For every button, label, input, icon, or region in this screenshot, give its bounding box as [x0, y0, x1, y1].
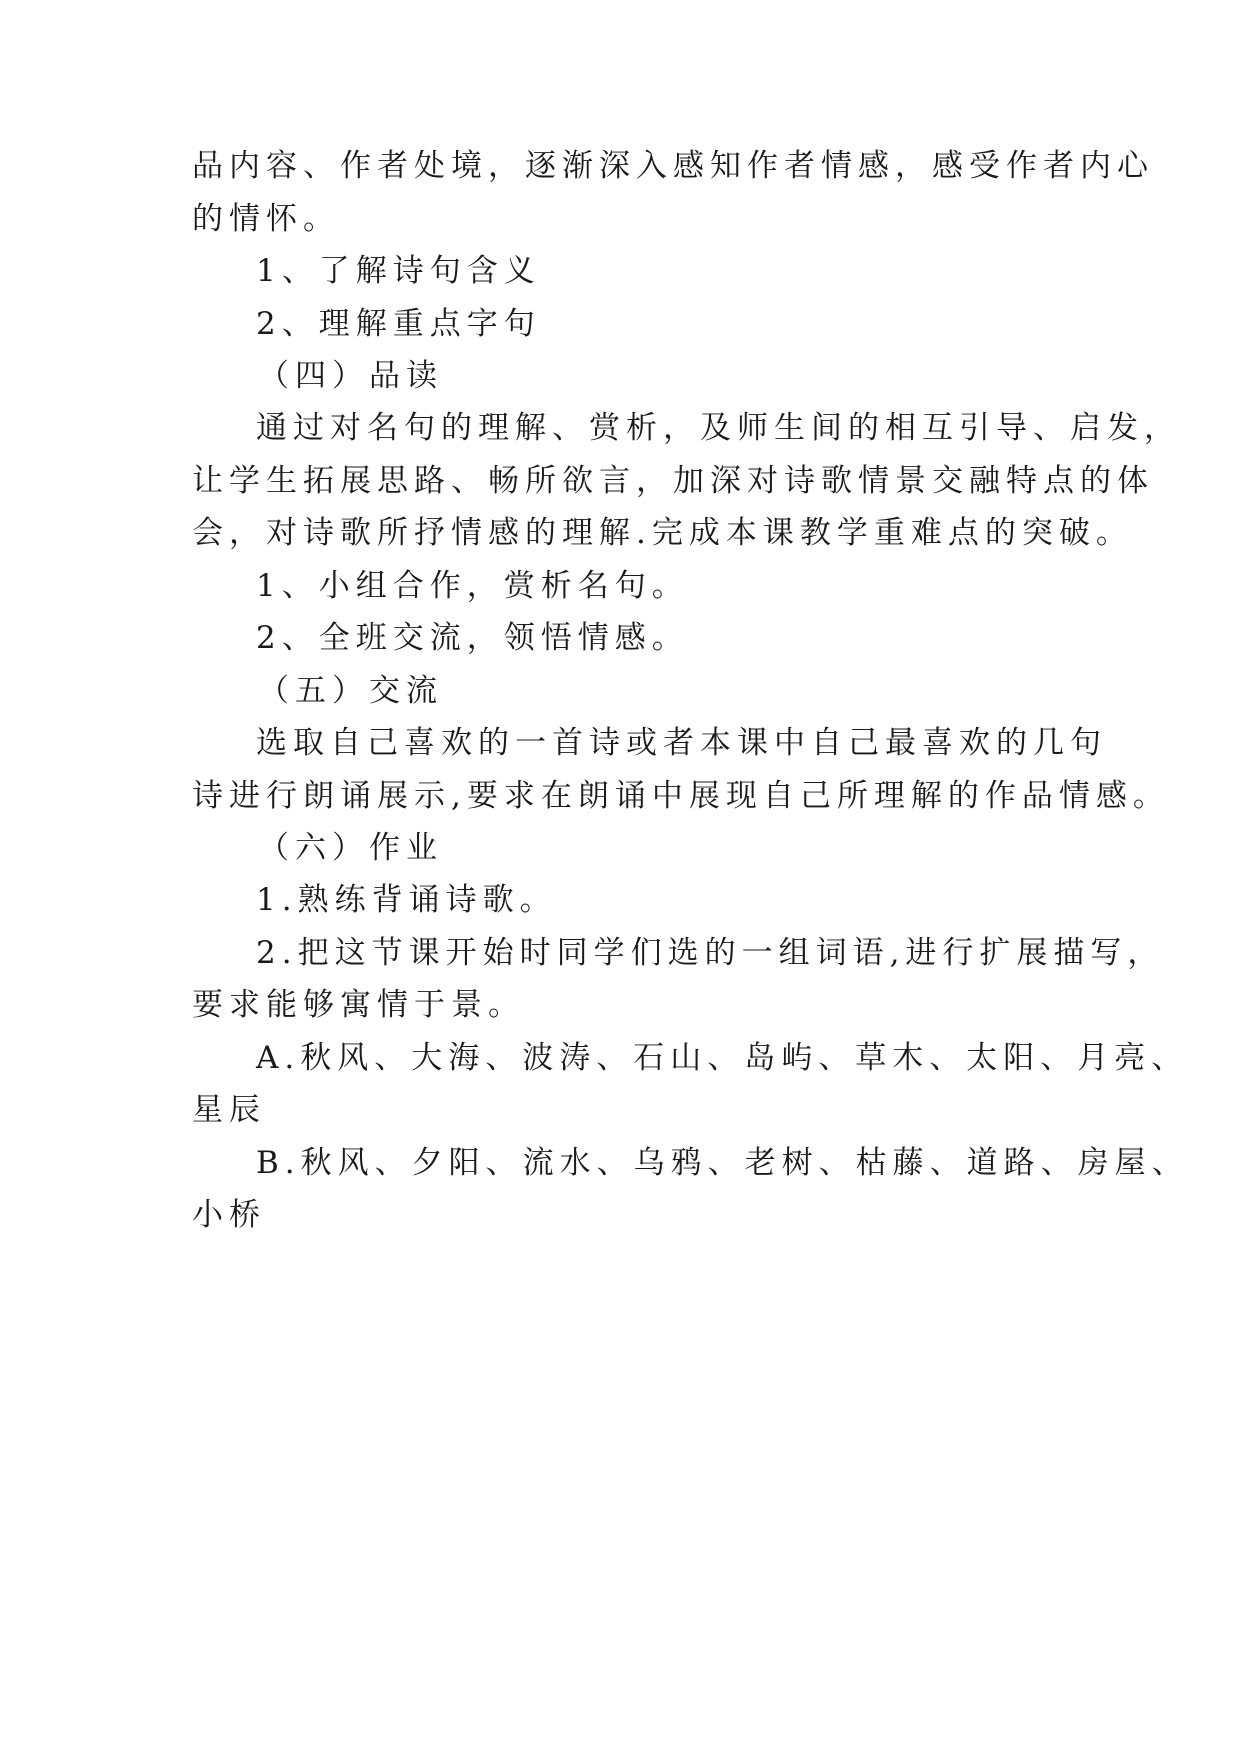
list-item: 1.熟练背诵诗歌。 [256, 882, 557, 918]
list-item: A.秋风、大海、波涛、石山、岛屿、草木、太阳、月亮、 [256, 1040, 1189, 1076]
list-item: 1、小组合作，赏析名句。 [256, 568, 689, 604]
paragraph-line: 小桥 [192, 1197, 266, 1233]
paragraph-line: 的情怀。 [192, 201, 340, 237]
paragraph-line: 让学生拓展思路、畅所欲言，加深对诗歌情景交融特点的体 [192, 463, 1154, 499]
list-item: B.秋风、夕阳、流水、乌鸦、老树、枯藤、道路、房屋、 [256, 1145, 1189, 1181]
paragraph-line: 通过对名句的理解、赏析，及师生间的相互引导、启发， [256, 410, 1181, 446]
list-item: 2、全班交流，领悟情感。 [256, 620, 689, 656]
paragraph-line: 星辰 [192, 1092, 266, 1128]
paragraph-line: 选取自己喜欢的一首诗或者本课中自己最喜欢的几句 [256, 725, 1107, 761]
section-heading: （五）交流 [258, 673, 443, 709]
paragraph-line: 要求能够寓情于景。 [192, 987, 525, 1023]
paragraph-line: 品内容、作者处境，逐渐深入感知作者情感，感受作者内心 [192, 148, 1154, 184]
list-item: 2、理解重点字句 [256, 306, 541, 342]
section-heading: （四）品读 [258, 358, 443, 394]
paragraph-line: 诗进行朗诵展示,要求在朗诵中展现自己所理解的作品情感。 [192, 778, 1170, 814]
paragraph-line: 会，对诗歌所抒情感的理解.完成本课教学重难点的突破。 [192, 515, 1133, 551]
list-item: 1、了解诗句含义 [256, 253, 541, 289]
list-item: 2.把这节课开始时同学们选的一组词语,进行扩展描写， [256, 935, 1165, 971]
section-heading: （六）作业 [258, 830, 443, 866]
